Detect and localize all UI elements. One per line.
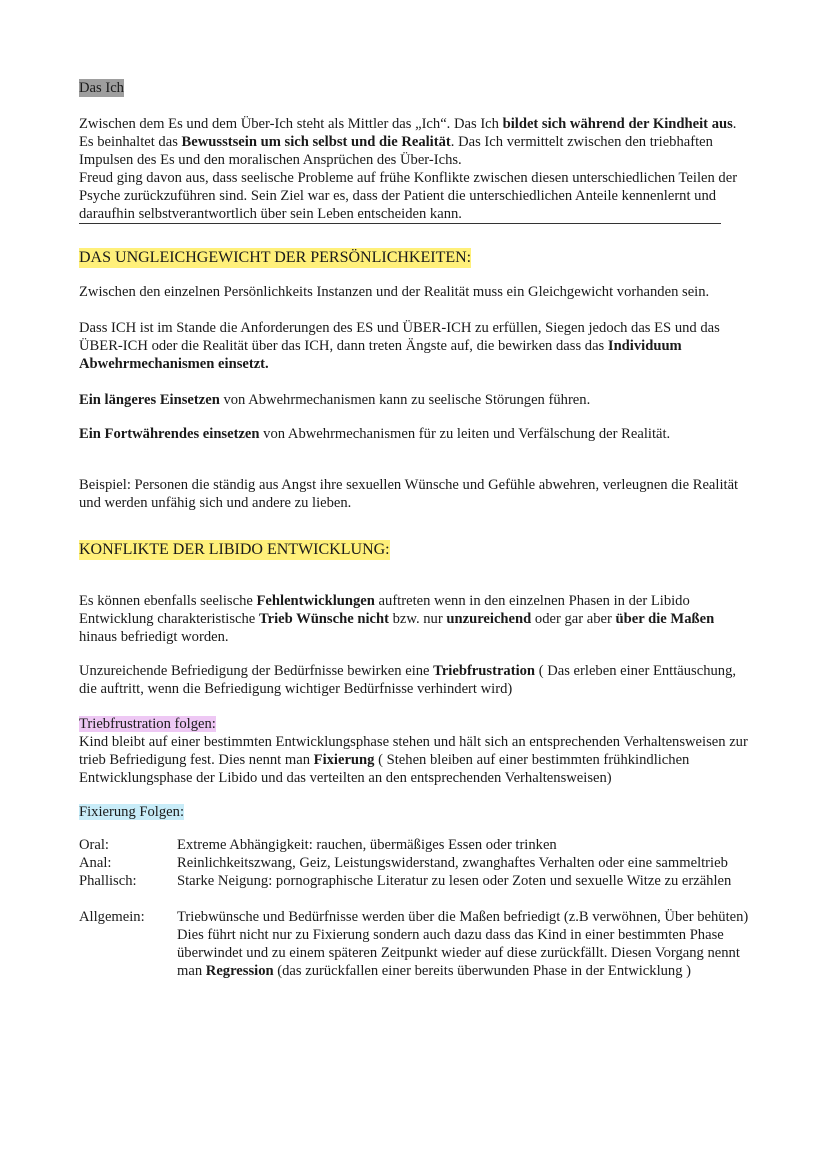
ungleich-example: Beispiel: Personen die ständig aus Angst ihre sexuellen Wünsche und Gefühle abwehren, verleugnen die Realität und werden unfähig sich und andere zu lieben. [79, 477, 739, 511]
item-key: Anal: [79, 855, 112, 871]
bold-text: Bewusstsein um sich selbst und die Realität [181, 134, 451, 150]
text: oder gar aber [531, 611, 616, 627]
item-key: Allgemein: [79, 909, 145, 925]
horizontal-rule [79, 223, 721, 224]
text: Triebwünsche und Bedürfnisse werden über die Maßen befriedigt (z.B verwöhnen, Über behüten) Dies führt nicht nur zu Fixierung sondern auch dazu dass das Kind in einer bestimmten Phase überwindet und zu einem späteren Zeitpunkt wieder auf diese zurückfällt. Diesen Vorgang nennt man [177, 909, 749, 979]
text: von Abwehrmechanismen kann zu seelische Störungen führen. [219, 392, 591, 408]
section-heading-ungleichgewicht: DAS UNGLEICHGEWICHT DER PERSÖNLICHKEITEN: [79, 249, 472, 266]
item-value: Starke Neigung: pornographische Literatur zu lesen oder Zoten und sexuelle Witze zu erzählen [177, 873, 732, 889]
ungleich-paragraph-3 [79, 391, 751, 409]
bold-text: Ein Fortwährendes einsetzen [79, 426, 260, 442]
text: Unzureichende Befriedigung der Bedürfnisse bewirken eine [79, 663, 434, 679]
item-key: Phallisch: [79, 873, 137, 889]
fixierung-label: Fixierung Folgen: [79, 804, 184, 820]
libido-paragraph-2 [79, 662, 751, 698]
text: ( Das erleben einer Enttäuschung, die auftritt, wenn die Befriedigung wichtiger Bedürfnisse verhindert wird) [79, 663, 737, 697]
document-page [79, 79, 751, 980]
bold-text: Ein längeres Einsetzen [79, 392, 220, 408]
ungleich-paragraph-1: Zwischen den einzelnen Persönlichkeits Instanzen und der Realität muss ein Gleichgewicht vorhanden sein. [79, 284, 710, 300]
triebfrustration-text [79, 733, 751, 787]
bold-text: Fehlentwicklungen [256, 593, 375, 609]
ungleich-paragraph-4 [79, 425, 751, 443]
bold-text: Trieb Wünsche nicht [258, 611, 389, 627]
text: von Abwehrmechanismen für zu leiten und Verfälschung der Realität. [259, 426, 671, 442]
text: Zwischen dem Es und dem Über-Ich steht als Mittler das „Ich“. Das Ich [79, 116, 503, 132]
text: Es können ebenfalls seelische [79, 593, 257, 609]
fixierung-list [79, 836, 751, 980]
triebfrustration-label: Triebfrustration folgen: [79, 716, 216, 732]
text: (das zurückfallen einer bereits überwunden Phase in der Entwicklung ) [273, 963, 692, 979]
bold-text: Regression [205, 963, 274, 979]
text: hinaus befriedigt worden. [79, 629, 229, 645]
ungleich-paragraph-2 [79, 319, 751, 373]
bold-text: Triebfrustration [433, 663, 536, 679]
list-item [79, 872, 751, 890]
bold-text: bildet sich während der Kindheit aus [502, 116, 733, 132]
libido-paragraph-1 [79, 592, 751, 646]
ich-paragraph-1 [79, 115, 751, 169]
text: Dass ICH ist im Stande die Anforderungen des ES und ÜBER-ICH zu erfüllen, Siegen jedoch das ES und das ÜBER-ICH oder die Realität über das ICH, dann treten Ängste auf, die bewirken dass das [79, 320, 720, 354]
text: . Es beinhaltet das [79, 116, 737, 150]
section-title-das-ich: Das Ich [79, 80, 124, 96]
bold-text: über die Maßen [615, 611, 715, 627]
list-item [79, 908, 751, 980]
section-heading-libido: KONFLIKTE DER LIBIDO ENTWICKLUNG: [79, 541, 390, 558]
text: auftreten wenn in den einzelnen Phasen in der Libido Entwicklung charakteristische [79, 593, 690, 627]
text: ( Stehen bleiben auf einer bestimmten frühkindlichen Entwicklungsphase der Libido und das verteilten an den entsprechenden Verhaltensweisen) [79, 752, 690, 786]
bold-text: unzureichend [446, 611, 532, 627]
list-item [79, 836, 751, 854]
item-value: Reinlichkeitszwang, Geiz, Leistungswiderstand, zwanghaftes Verhalten oder eine sammeltrieb [177, 855, 728, 871]
item-value: Extreme Abhängigkeit: rauchen, übermäßiges Essen oder trinken [177, 837, 557, 853]
bold-text: Individuum Abwehrmechanismen einsetzt. [79, 338, 682, 372]
item-value [177, 908, 751, 980]
text: Kind bleibt auf einer bestimmten Entwicklungsphase stehen und hält sich an entsprechenden Verhaltensweisen zur trieb Befriedigung fest. Dies nennt man [79, 734, 748, 768]
item-key: Oral: [79, 837, 109, 853]
list-item [79, 854, 751, 872]
bold-text: Fixierung [313, 752, 375, 768]
text: . Das Ich vermittelt zwischen den triebhaften Impulsen des Es und den moralischen Ansprüchen des Über-Ichs. [79, 134, 713, 168]
text: bzw. nur [388, 611, 447, 627]
ich-paragraph-2: Freud ging davon aus, dass seelische Probleme auf frühe Konflikte zwischen diesen unterschiedlichen Teilen der Psyche zurückzuführen sind. Sein Ziel war es, dass der Patient die unterschiedlichen Anteile kennenlernt und daraufhin selbstverantwortlich über sein Leben entscheiden kann. [79, 170, 738, 222]
